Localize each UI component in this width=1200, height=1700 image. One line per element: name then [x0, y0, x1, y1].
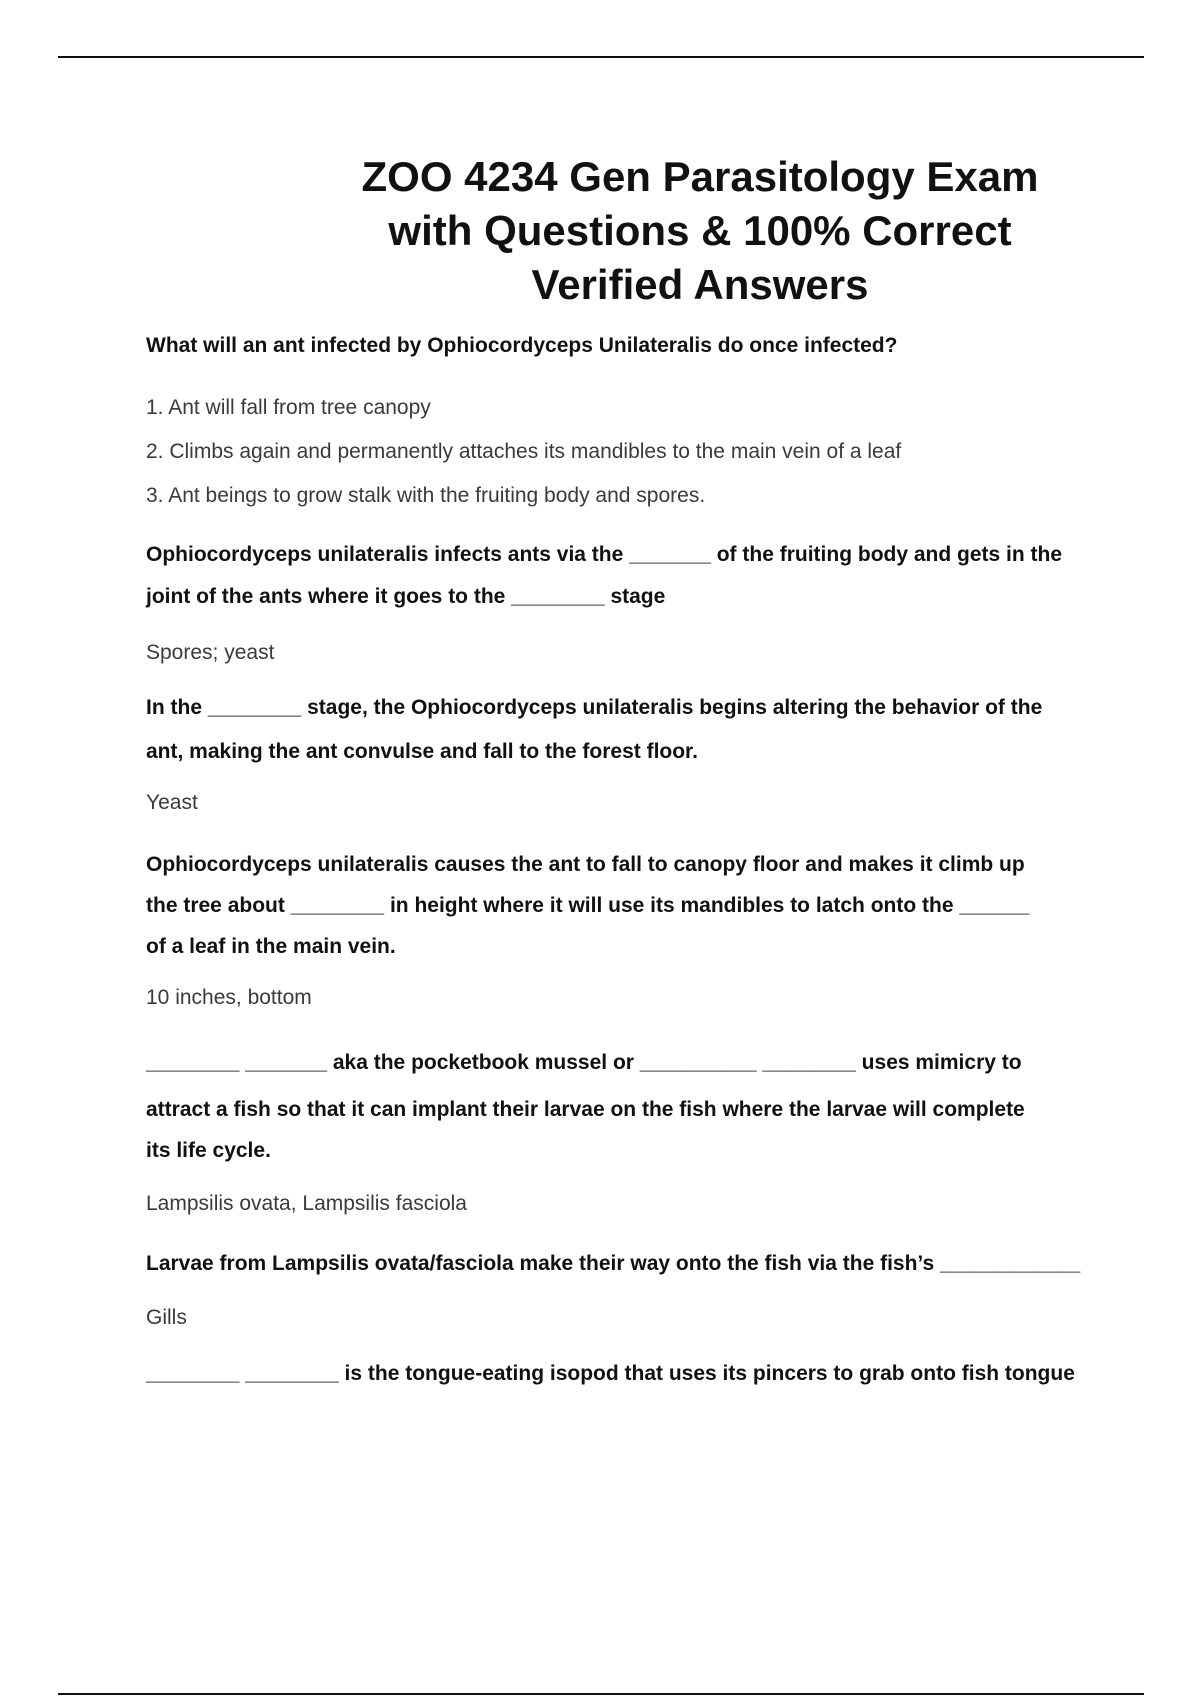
question-2: [146, 534, 1086, 618]
question-7: ________ ________ is the tongue-eating isopod that uses its pincers to grab onto fish tongue: [146, 1362, 1075, 1385]
answer-5: Lampsilis ovata, Lampsilis fasciola: [146, 1192, 467, 1215]
question-3: [146, 686, 1086, 774]
question-4-line-2: the tree about ________ in height where it will use its mandibles to latch onto the ______: [146, 894, 1030, 917]
question-3-line-1: In the ________ stage, the Ophiocordyceps unilateralis begins altering the behavior of the: [146, 696, 1043, 719]
title-line-1: ZOO 4234 Gen Parasitology Exam: [361, 153, 1039, 200]
question-4: [146, 844, 1086, 967]
question-5-line-3: its life cycle.: [146, 1139, 271, 1162]
answer-1-step-3: 3. Ant beings to grow stalk with the fruiting body and spores.: [146, 484, 706, 507]
answer-4: 10 inches, bottom: [146, 986, 312, 1009]
question-4-line-3: of a leaf in the main vein.: [146, 935, 396, 958]
question-2-line-1: Ophiocordyceps unilateralis infects ants via the _______ of the fruiting body and gets in the: [146, 543, 1063, 566]
question-2-line-2: joint of the ants where it goes to the ________ stage: [146, 585, 666, 608]
footer-rule: [58, 1693, 1144, 1695]
title-line-2: with Questions & 100% Correct: [388, 207, 1012, 254]
question-6: Larvae from Lampsilis ovata/fasciola make their way onto the fish via the fish’s ____________: [146, 1252, 1081, 1275]
header-rule: [58, 56, 1144, 58]
title-line-3: Verified Answers: [531, 261, 869, 308]
answer-1-step-1: 1. Ant will fall from tree canopy: [146, 396, 431, 419]
question-5-line-2: attract a fish so that it can implant their larvae on the fish where the larvae will complete: [146, 1098, 1025, 1121]
answer-3: Yeast: [146, 791, 198, 814]
document-title: [300, 150, 1100, 312]
answer-1-steps: [146, 386, 1086, 518]
question-5: [146, 1039, 1086, 1169]
qa-content: [146, 332, 1086, 1389]
answer-6: Gills: [146, 1306, 187, 1329]
answer-2: Spores; yeast: [146, 641, 275, 664]
question-3-line-2: ant, making the ant convulse and fall to the forest floor.: [146, 740, 698, 763]
question-4-line-1: Ophiocordyceps unilateralis causes the ant to fall to canopy floor and makes it climb up: [146, 853, 1025, 876]
question-5-line-1: ________ _______ aka the pocketbook mussel or __________ ________ uses mimicry to: [146, 1051, 1022, 1074]
question-1: What will an ant infected by Ophiocordyceps Unilateralis do once infected?: [146, 334, 898, 357]
answer-1-step-2: 2. Climbs again and permanently attaches its mandibles to the main vein of a leaf: [146, 440, 902, 463]
